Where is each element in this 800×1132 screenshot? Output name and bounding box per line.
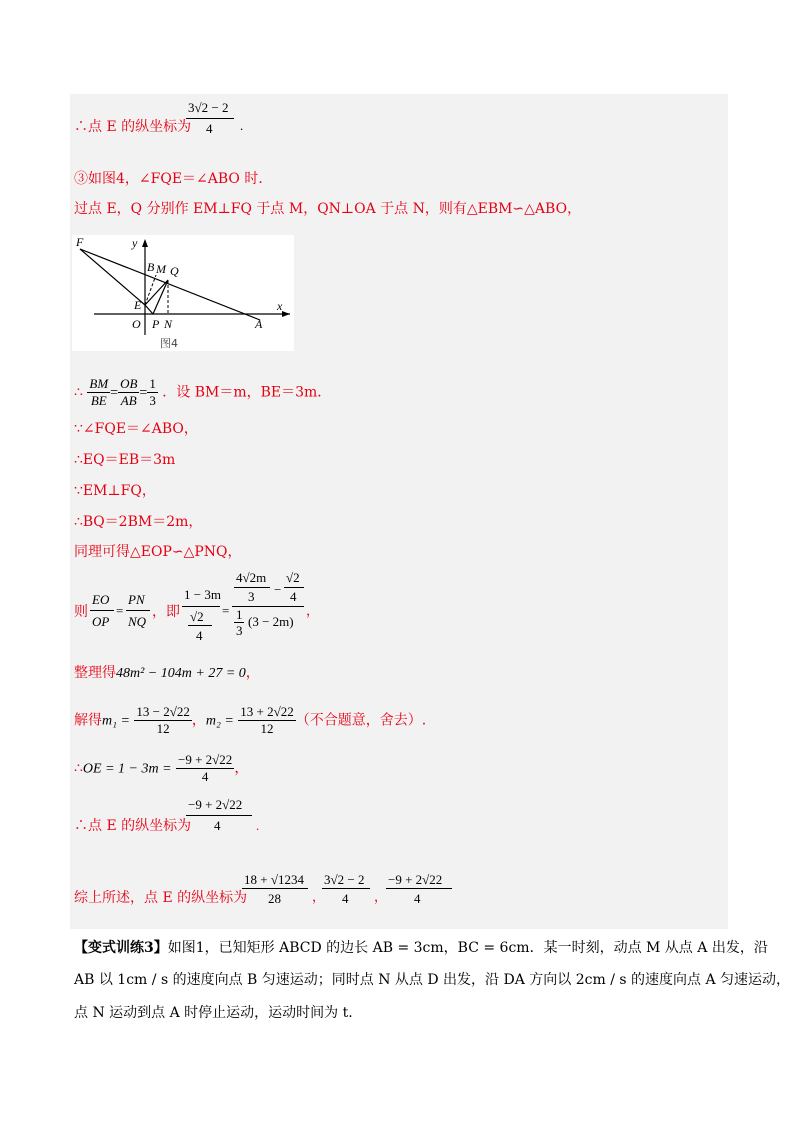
eo-numerator: EO <box>92 592 110 607</box>
text: ∴ <box>74 760 83 777</box>
numerator: 13 − 2√22 <box>136 704 190 719</box>
line-8: ∴BQ＝2BM＝2m， <box>74 514 203 530</box>
numerator: 1 <box>149 376 156 391</box>
label-x: x <box>277 299 283 313</box>
fraction-bar <box>182 606 220 607</box>
label-N: N <box>164 317 173 331</box>
text: ， <box>191 712 206 729</box>
fraction-denominator: 4 <box>214 818 221 833</box>
rhs-top1-den: 3 <box>248 589 255 604</box>
exercise-tag: 【变式训练3】 <box>74 940 168 956</box>
exercise-line-1 <box>74 938 768 958</box>
equals: = <box>222 603 230 618</box>
denominator: 12 <box>260 721 274 736</box>
text: 整理得 <box>74 665 116 681</box>
rhs-bot-num: 1 <box>236 607 243 622</box>
line-15 <box>74 889 247 907</box>
m2-fraction <box>238 704 295 737</box>
solution-panel <box>70 94 728 929</box>
text: ， <box>234 760 249 777</box>
line-11 <box>74 664 260 683</box>
lhs-den-den: 4 <box>196 628 203 643</box>
denominator: AB <box>120 393 137 408</box>
lhs-numerator: 1 − 3m <box>184 587 221 602</box>
numerator: 13 + 2√22 <box>240 704 294 719</box>
equation: OE = 1 − 3m = <box>82 761 172 777</box>
rhs-bot-den: 3 <box>236 623 243 638</box>
answer-a-numerator: 18 + √1234 <box>244 872 304 887</box>
period: . <box>240 118 244 133</box>
denominator: BE <box>90 393 107 408</box>
answer-b-denominator: 4 <box>342 891 349 906</box>
equation: 48m² − 104m + 27 = 0 <box>116 666 246 681</box>
numerator: BM <box>89 376 109 391</box>
denominator: 4 <box>201 769 209 784</box>
m1-label: m₁ = <box>102 713 130 729</box>
label-M: M <box>156 262 166 276</box>
comma: ， <box>312 889 326 904</box>
therefore-symbol: ∴ <box>74 384 83 401</box>
rhs-top2-den: 4 <box>290 589 297 604</box>
line-13 <box>74 752 248 785</box>
line-12 <box>74 704 426 737</box>
fraction-ob-ab <box>118 376 139 409</box>
fraction-bar <box>186 118 234 119</box>
fraction-bar <box>90 610 114 611</box>
exercise-line-3: 点 N 运动到点 A 时停止运动，运动时间为 t. <box>74 1005 353 1021</box>
fraction-bar <box>284 587 304 588</box>
text: ．设 BM＝m，BE＝3m． <box>162 384 332 401</box>
geometry-diagram <box>72 235 294 351</box>
text: ∴点 E 的纵坐标为 <box>74 818 192 834</box>
text: ， <box>245 665 260 681</box>
answer-a-denominator: 28 <box>268 891 281 906</box>
fraction-one-third <box>147 376 158 409</box>
fraction-bar <box>126 610 150 611</box>
label-F: F <box>76 235 84 249</box>
m1-fraction <box>134 704 191 737</box>
pn-numerator: PN <box>128 592 145 607</box>
line-7: ∵EM⊥FQ， <box>74 483 156 499</box>
equals: = <box>116 603 124 618</box>
comma: ， <box>306 603 320 618</box>
op-denominator: OP <box>92 614 110 629</box>
fraction-bar <box>386 888 452 889</box>
oe-fraction <box>176 752 234 785</box>
m2-label: m₂ = <box>205 713 234 729</box>
fraction-bar <box>234 587 270 588</box>
nq-denominator: NQ <box>128 614 147 629</box>
main-fraction-bar <box>232 606 304 607</box>
line-3: 过点 E，Q 分别作 EM⊥FQ 于点 M，QN⊥OA 于点 N，则有△EBM∽△ABO， <box>74 201 582 217</box>
line-14 <box>74 817 191 835</box>
label-A: A <box>255 317 263 331</box>
line-1 <box>74 118 191 136</box>
denominator: 3 <box>149 393 156 408</box>
fraction-denominator: 4 <box>206 121 213 136</box>
label-B: B <box>147 260 155 274</box>
numerator: −9 + 2√22 <box>178 752 233 767</box>
answer-c-numerator: −9 + 2√22 <box>388 872 443 887</box>
fraction-bar <box>186 815 252 816</box>
text: 综上所述，点 E 的纵坐标为 <box>74 890 248 906</box>
text: 解得 <box>74 712 102 729</box>
denominator: 12 <box>156 721 170 736</box>
lhs-den-num: √2 <box>190 609 204 624</box>
figure-caption: 图4 <box>160 337 178 350</box>
fraction-bar <box>242 888 308 889</box>
label-Q: Q <box>170 264 179 278</box>
figure-4 <box>72 235 294 351</box>
line-6: ∴EQ＝EB＝3m <box>74 452 176 468</box>
exercise-text: 如图1，已知矩形 ABCD 的边长 AB = 3cm，BC = 6cm．某一时刻，动点 M 从点 A 出发，沿 <box>167 940 768 956</box>
period: . <box>256 818 260 833</box>
text: （不合题意，舍去）. <box>295 712 427 729</box>
minus: − <box>274 582 282 597</box>
rhs-bot-paren: (3 − 2m) <box>248 614 294 629</box>
label-E: E <box>134 298 142 312</box>
numerator: OB <box>120 376 138 391</box>
exercise-line-2: AB 以 1cm / s 的速度向点 B 匀速运动；同时点 N 从点 D 出发，沿 DA 方向以 2cm / s 的速度向点 A 匀速运动， <box>74 972 791 988</box>
fraction-numerator: −9 + 2√22 <box>188 797 243 812</box>
fraction-numerator: 3√2 − 2 <box>188 100 229 115</box>
text: ∴点 E 的纵坐标为 <box>74 119 192 135</box>
ie-label: ，即 <box>152 604 180 620</box>
fraction-bar <box>322 888 370 889</box>
answer-c-denominator: 4 <box>414 891 421 906</box>
line-9: 同理可得△EOP∽△PNQ， <box>74 544 242 560</box>
fraction-bar <box>188 625 212 626</box>
line-2: ③如图4，∠FQE＝∠ABO 时． <box>74 171 273 187</box>
rhs-top1-num: 4√2m <box>236 570 267 585</box>
rhs-top2-num: √2 <box>286 570 300 585</box>
fraction-bm-be <box>87 376 110 409</box>
comma: ， <box>374 889 388 904</box>
line-4: ∴ $\frac{BM}{BE}$ = $\frac{OB}{AB}$ = $\frac{1}{3}$ ．设 BM＝m，BE＝3m． <box>74 376 332 408</box>
label-y: y <box>132 236 138 250</box>
answer-b-numerator: 3√2 − 2 <box>324 872 365 887</box>
then-label: 则 <box>74 604 88 620</box>
label-O: O <box>132 317 141 331</box>
line-5: ∵∠FQE＝∠ABO， <box>74 421 198 437</box>
label-P: P <box>152 317 160 331</box>
